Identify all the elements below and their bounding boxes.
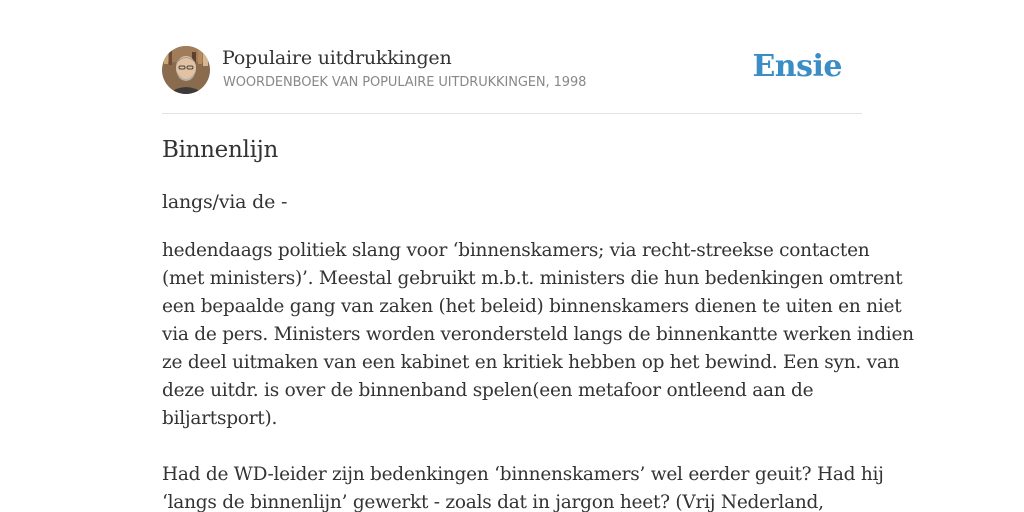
author-portrait-icon: [162, 46, 210, 94]
definition-line: een bepaalde gang van zaken (het beleid) binnenskamers dienen te uiten en niet: [162, 296, 902, 317]
paragraph-gap: [162, 433, 862, 461]
entry-body: [162, 237, 914, 512]
definition-line: via de pers. Ministers worden verondersteld langs de binnenkantte werken indien: [162, 324, 914, 345]
entry-page: [162, 0, 914, 512]
definition-line: hedendaags politiek slang voor ‘binnenskamers; via recht-streekse contacten: [162, 240, 870, 261]
entry-title: Binnenlijn: [162, 137, 278, 163]
source-avatar[interactable]: [162, 46, 210, 94]
definition-line: (met ministers)’. Meestal gebruikt m.b.t. ministers die hun bedenkingen omtrent: [162, 268, 903, 289]
entry-subtitle: langs/via de -: [162, 191, 288, 213]
source-title[interactable]: Populaire uitdrukkingen: [222, 47, 452, 69]
source-header: [162, 46, 862, 96]
header-divider: [162, 113, 862, 114]
source-subtitle: WOORDENBOEK VAN POPULAIRE UITDRUKKINGEN, 1998: [223, 75, 587, 90]
example-line: Had de WD-leider zijn bedenkingen ‘binnenskamers’ wel eerder geuit? Had hij: [162, 464, 884, 485]
definition-line: ze deel uitmaken van een kabinet en kritiek hebben op het bewind. Een syn. van: [162, 352, 900, 373]
definition-line: biljartsport).: [162, 408, 278, 429]
ensie-logo-link[interactable]: Ensie: [752, 49, 842, 84]
example-line: ‘langs de binnenlijn’ gewerkt - zoals dat in jargon heet? (Vrij Nederland,: [162, 492, 824, 512]
definition-line: deze uitdr. is over de binnenband spelen(een metafoor ontleend aan de: [162, 380, 814, 401]
